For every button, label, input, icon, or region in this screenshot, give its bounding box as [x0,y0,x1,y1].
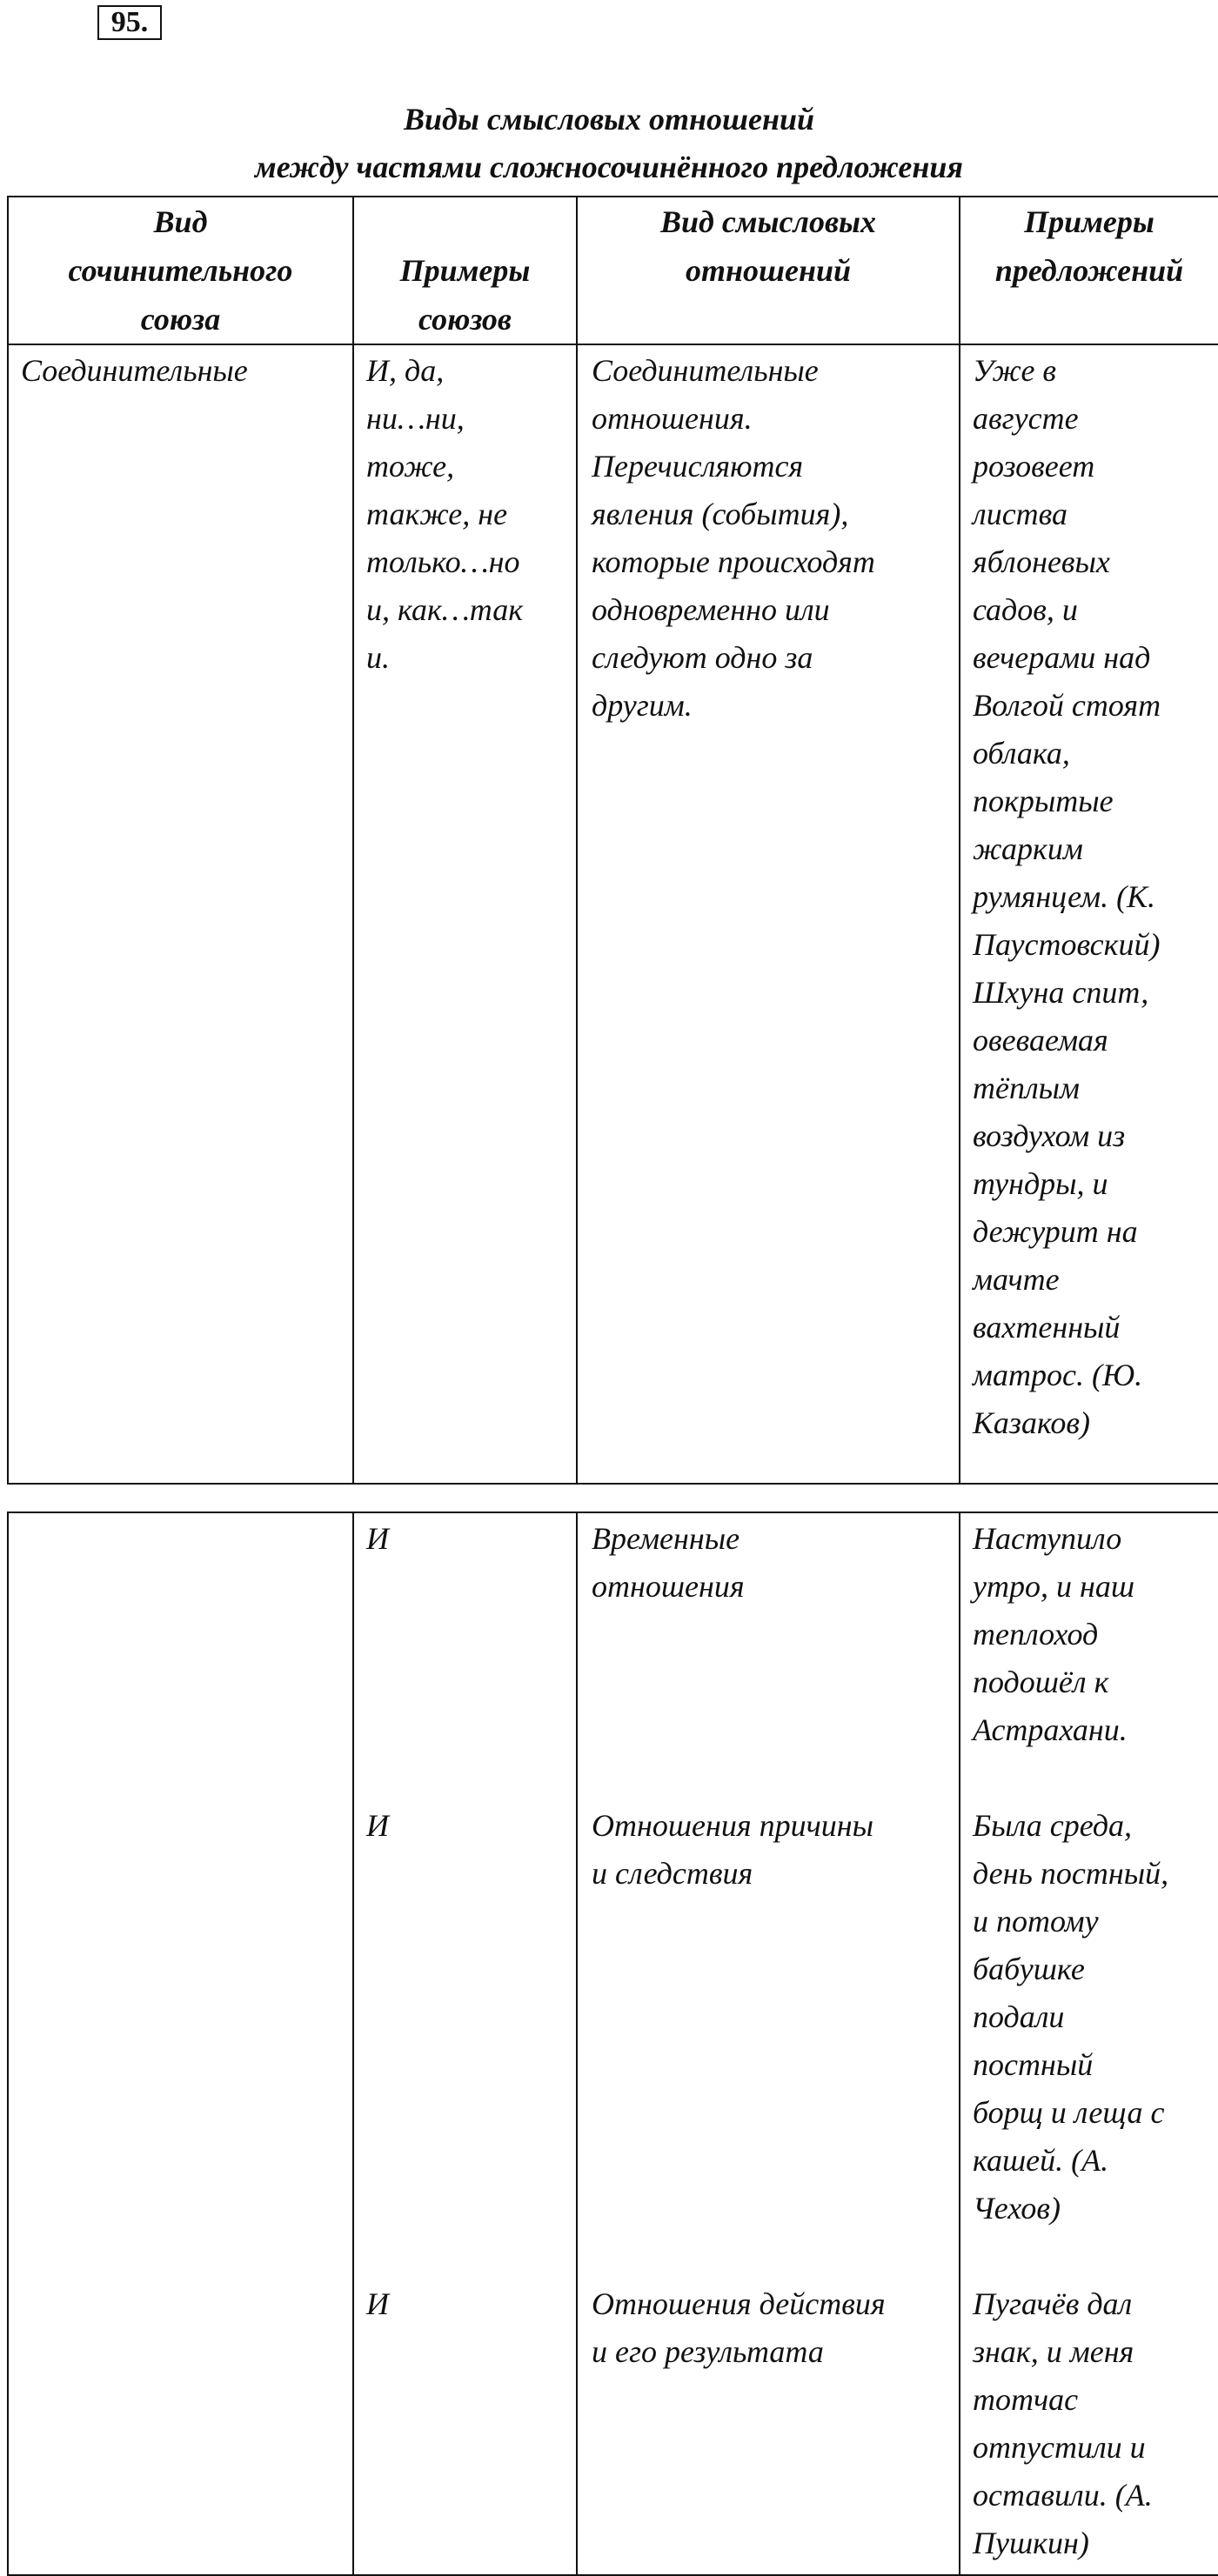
cell-conjunction-examples: И И И [353,1512,577,2575]
conjunction-table-part-1 [7,196,1218,1485]
cell-relation-type: Временные отношения Отношения причины и следствия Отношения действия и его результата [577,1512,960,2575]
header-conjunction-type: Вид сочинительного союза [8,197,353,344]
header-conjunction-examples: Примеры союзов [353,197,577,344]
cell-relation-type: Соединительные отношения. Перечисляются явления (события), которые происходят одновременно или следуют одно за другим. [577,344,960,1484]
table-title-line-1: Виды смысловых отношений [404,102,814,137]
cell-conjunction-type [8,1512,353,2575]
table-row [8,1512,1218,2575]
table-header-row [8,197,1218,344]
conjunction-table-part-2 [7,1512,1218,2576]
exercise-number: 95. [97,5,162,40]
table-title-line-2: между частями сложносочинённого предложения [255,150,963,184]
cell-sentence-examples: Уже в августе розовеет листва яблоневых садов, и вечерами над Волгой стоят облака, покрытые жарким румянцем. (К. Паустовский) Шхуна спит, овеваемая тёплым воздухом из тундры, и дежурит на мачте вахтенный матрос. (Ю. Казаков) [960,344,1218,1484]
cell-sentence-examples: Наступило утро, и наш теплоход подошёл к Астрахани. Была среда, день постный, и потому бабушке подали постный борщ и леща с кашей. (А. Чехов) Пугачёв дал знак, и меня тотчас отпустили и оставили. (А. Пушкин) [960,1512,1218,2575]
header-relation-type: Вид смысловых отношений [577,197,960,344]
table-row [8,344,1218,1484]
cell-conjunction-type: Соединительные [8,344,353,1484]
header-sentence-examples: Примеры предложений [960,197,1218,344]
cell-conjunction-examples: И, да, ни…ни, тоже, также, не только…но и, как…так и. [353,344,577,1484]
